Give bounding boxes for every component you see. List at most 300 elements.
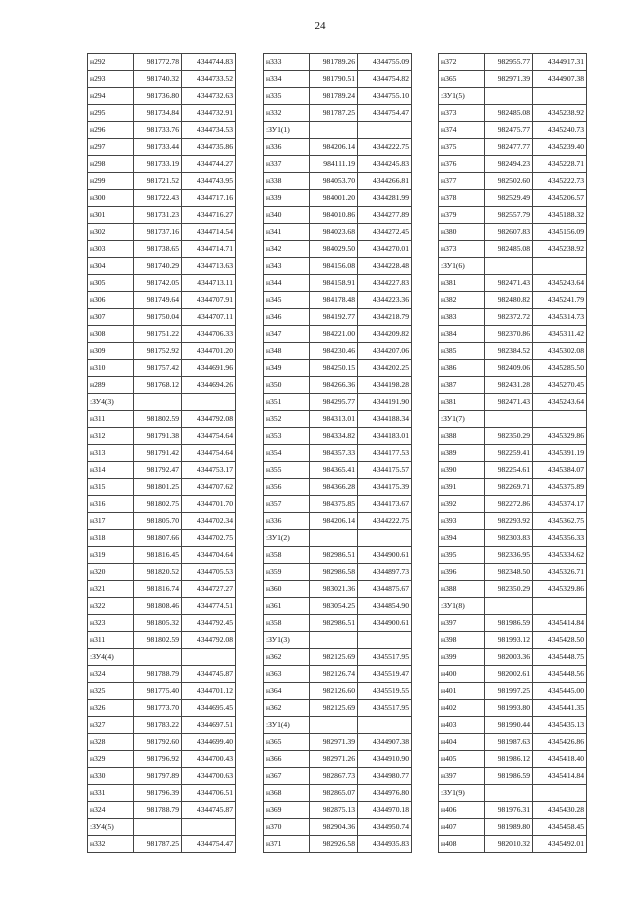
table-row <box>264 802 412 819</box>
point-id-cell: н354 <box>264 445 310 462</box>
table-row <box>88 343 236 360</box>
y-coordinate-cell: 4344900.61 <box>358 547 412 564</box>
y-coordinate-cell: 4345334.62 <box>533 547 587 564</box>
point-id-cell: н357 <box>264 496 310 513</box>
x-coordinate-cell: 982485.08 <box>485 105 533 122</box>
y-coordinate-cell: 4345414.84 <box>533 768 587 785</box>
x-coordinate-cell: 982348.50 <box>485 564 533 581</box>
x-coordinate-cell: 982875.13 <box>310 802 358 819</box>
table-row <box>439 751 587 768</box>
point-id-cell: н314 <box>88 462 134 479</box>
y-coordinate-cell: 4345517.95 <box>358 649 412 666</box>
y-coordinate-cell: 4344697.51 <box>182 717 236 734</box>
table-row <box>264 224 412 241</box>
y-coordinate-cell: 4344907.38 <box>358 734 412 751</box>
y-coordinate-cell: 4344774.51 <box>182 598 236 615</box>
y-coordinate-cell: 4344727.27 <box>182 581 236 598</box>
table-row <box>88 615 236 632</box>
y-coordinate-cell: 4345285.50 <box>533 360 587 377</box>
y-coordinate-cell: 4344706.51 <box>182 785 236 802</box>
point-id-cell: н337 <box>264 156 310 173</box>
x-coordinate-cell: 982010.32 <box>485 836 533 853</box>
table-row <box>88 768 236 785</box>
table-row <box>439 292 587 309</box>
point-id-cell: :ЗУ1(5) <box>439 88 485 105</box>
x-coordinate-cell: 982926.58 <box>310 836 358 853</box>
point-id-cell: н325 <box>88 683 134 700</box>
table-row <box>264 819 412 836</box>
point-id-cell: н373 <box>439 105 485 122</box>
point-id-cell: н397 <box>439 615 485 632</box>
table-row <box>264 700 412 717</box>
point-id-cell: н398 <box>439 632 485 649</box>
point-id-cell: н304 <box>88 258 134 275</box>
point-id-cell: н380 <box>439 224 485 241</box>
point-id-cell: н355 <box>264 462 310 479</box>
y-coordinate-cell: 4344980.77 <box>358 768 412 785</box>
y-coordinate-cell: 4344732.91 <box>182 105 236 122</box>
point-id-cell: н302 <box>88 224 134 241</box>
y-coordinate-cell: 4344183.01 <box>358 428 412 445</box>
x-coordinate-cell: 981816.74 <box>134 581 182 598</box>
table-row <box>439 581 587 598</box>
table-row <box>88 156 236 173</box>
y-coordinate-cell: 4345418.40 <box>533 751 587 768</box>
point-id-cell: н322 <box>88 598 134 615</box>
y-coordinate-cell: 4345326.71 <box>533 564 587 581</box>
point-id-cell: н408 <box>439 836 485 853</box>
y-coordinate-cell: 4344700.43 <box>182 751 236 768</box>
table-row <box>439 411 587 428</box>
point-id-cell: н366 <box>264 751 310 768</box>
point-id-cell: н292 <box>88 54 134 71</box>
y-coordinate-cell: 4344743.95 <box>182 173 236 190</box>
table-row <box>439 71 587 88</box>
coordinates-table-3 <box>438 53 587 853</box>
point-id-cell: н401 <box>439 683 485 700</box>
y-coordinate-cell: 4344854.90 <box>358 598 412 615</box>
x-coordinate-cell: 983054.25 <box>310 598 358 615</box>
x-coordinate-cell <box>485 598 533 615</box>
point-id-cell: н381 <box>439 275 485 292</box>
table-row <box>439 258 587 275</box>
table-row <box>264 258 412 275</box>
x-coordinate-cell: 984156.08 <box>310 258 358 275</box>
x-coordinate-cell: 981733.44 <box>134 139 182 156</box>
y-coordinate-cell: 4344175.39 <box>358 479 412 496</box>
table-row <box>88 564 236 581</box>
y-coordinate-cell: 4344207.06 <box>358 343 412 360</box>
y-coordinate-cell: 4345188.32 <box>533 207 587 224</box>
x-coordinate-cell <box>485 411 533 428</box>
table-row <box>88 105 236 122</box>
x-coordinate-cell: 981722.43 <box>134 190 182 207</box>
x-coordinate-cell <box>134 394 182 411</box>
y-coordinate-cell: 4345241.79 <box>533 292 587 309</box>
table-row <box>264 190 412 207</box>
y-coordinate-cell: 4344754.82 <box>358 71 412 88</box>
x-coordinate-cell: 982475.77 <box>485 122 533 139</box>
point-id-cell: н311 <box>88 632 134 649</box>
x-coordinate-cell: 982384.52 <box>485 343 533 360</box>
point-id-cell: н315 <box>88 479 134 496</box>
table-row <box>264 496 412 513</box>
x-coordinate-cell <box>310 717 358 734</box>
table-row <box>88 666 236 683</box>
y-coordinate-cell: 4344744.27 <box>182 156 236 173</box>
point-id-cell: н313 <box>88 445 134 462</box>
table-row <box>264 530 412 547</box>
y-coordinate-cell: 4344917.31 <box>533 54 587 71</box>
y-coordinate-cell: 4344755.10 <box>358 88 412 105</box>
x-coordinate-cell: 981986.59 <box>485 615 533 632</box>
y-coordinate-cell: 4345445.00 <box>533 683 587 700</box>
point-id-cell: н388 <box>439 581 485 598</box>
y-coordinate-cell: 4345441.35 <box>533 700 587 717</box>
y-coordinate-cell: 4344270.01 <box>358 241 412 258</box>
y-coordinate-cell: 4344754.64 <box>182 428 236 445</box>
point-id-cell: н391 <box>439 479 485 496</box>
point-id-cell: н318 <box>88 530 134 547</box>
point-id-cell: н381 <box>439 394 485 411</box>
x-coordinate-cell: 984295.77 <box>310 394 358 411</box>
table-row <box>264 411 412 428</box>
y-coordinate-cell: 4344713.63 <box>182 258 236 275</box>
x-coordinate-cell: 981792.47 <box>134 462 182 479</box>
x-coordinate-cell: 984357.33 <box>310 445 358 462</box>
point-id-cell: :ЗУ4(4) <box>88 649 134 666</box>
y-coordinate-cell: 4344717.16 <box>182 190 236 207</box>
table-row <box>88 258 236 275</box>
y-coordinate-cell: 4345206.57 <box>533 190 587 207</box>
point-id-cell: н362 <box>264 649 310 666</box>
table-row <box>264 71 412 88</box>
y-coordinate-cell: 4344191.90 <box>358 394 412 411</box>
y-coordinate-cell: 4344907.38 <box>533 71 587 88</box>
point-id-cell: н308 <box>88 326 134 343</box>
table-row <box>439 122 587 139</box>
table-row <box>264 564 412 581</box>
table-row <box>439 479 587 496</box>
x-coordinate-cell: 982477.77 <box>485 139 533 156</box>
table-row <box>88 445 236 462</box>
point-id-cell: н309 <box>88 343 134 360</box>
table-row <box>264 326 412 343</box>
y-coordinate-cell: 4345356.33 <box>533 530 587 547</box>
y-coordinate-cell: 4344266.81 <box>358 173 412 190</box>
x-coordinate-cell: 981990.44 <box>485 717 533 734</box>
y-coordinate-cell: 4344701.12 <box>182 683 236 700</box>
y-coordinate-cell: 4345519.55 <box>358 683 412 700</box>
y-coordinate-cell: 4344175.57 <box>358 462 412 479</box>
table-row <box>439 326 587 343</box>
y-coordinate-cell: 4344713.11 <box>182 275 236 292</box>
y-coordinate-cell: 4345270.45 <box>533 377 587 394</box>
table-row <box>88 173 236 190</box>
table-row <box>264 394 412 411</box>
x-coordinate-cell: 984010.86 <box>310 207 358 224</box>
table-row <box>88 683 236 700</box>
point-id-cell: :ЗУ1(6) <box>439 258 485 275</box>
table-row <box>264 615 412 632</box>
table-row <box>439 173 587 190</box>
point-id-cell: н360 <box>264 581 310 598</box>
x-coordinate-cell: 982372.72 <box>485 309 533 326</box>
table-row <box>264 173 412 190</box>
point-id-cell: н373 <box>439 241 485 258</box>
y-coordinate-cell: 4344198.28 <box>358 377 412 394</box>
y-coordinate-cell: 4345228.71 <box>533 156 587 173</box>
x-coordinate-cell: 981734.84 <box>134 105 182 122</box>
table-row <box>439 513 587 530</box>
x-coordinate-cell: 981788.79 <box>134 666 182 683</box>
table-row <box>264 122 412 139</box>
table-row <box>264 632 412 649</box>
x-coordinate-cell: 981797.89 <box>134 768 182 785</box>
y-coordinate-cell: 4345362.75 <box>533 513 587 530</box>
table-row <box>264 54 412 71</box>
point-id-cell: н384 <box>439 326 485 343</box>
point-id-cell: н327 <box>88 717 134 734</box>
x-coordinate-cell: 982126.74 <box>310 666 358 683</box>
x-coordinate-cell: 984029.50 <box>310 241 358 258</box>
table-row <box>264 275 412 292</box>
y-coordinate-cell: 4344754.47 <box>358 105 412 122</box>
x-coordinate-cell: 982350.29 <box>485 428 533 445</box>
table-row <box>88 785 236 802</box>
y-coordinate-cell: 4344228.48 <box>358 258 412 275</box>
y-coordinate-cell: 4344222.75 <box>358 139 412 156</box>
y-coordinate-cell: 4344209.82 <box>358 326 412 343</box>
table-row <box>439 275 587 292</box>
table-row <box>439 700 587 717</box>
table-row <box>264 513 412 530</box>
y-coordinate-cell: 4345329.86 <box>533 581 587 598</box>
x-coordinate-cell: 982494.23 <box>485 156 533 173</box>
y-coordinate-cell: 4345517.95 <box>358 700 412 717</box>
x-coordinate-cell: 984158.91 <box>310 275 358 292</box>
coordinates-table-2 <box>263 53 412 853</box>
table-row <box>88 139 236 156</box>
y-coordinate-cell: 4344702.75 <box>182 530 236 547</box>
x-coordinate-cell: 981757.42 <box>134 360 182 377</box>
y-coordinate-cell: 4345428.50 <box>533 632 587 649</box>
point-id-cell: н340 <box>264 207 310 224</box>
x-coordinate-cell: 981807.66 <box>134 530 182 547</box>
point-id-cell: н395 <box>439 547 485 564</box>
y-coordinate-cell <box>182 649 236 666</box>
y-coordinate-cell: 4344745.87 <box>182 666 236 683</box>
x-coordinate-cell: 982259.41 <box>485 445 533 462</box>
table-row <box>88 394 236 411</box>
x-coordinate-cell: 982002.61 <box>485 666 533 683</box>
x-coordinate-cell: 984366.28 <box>310 479 358 496</box>
x-coordinate-cell: 982502.60 <box>485 173 533 190</box>
table-row <box>439 224 587 241</box>
x-coordinate-cell: 982986.51 <box>310 547 358 564</box>
y-coordinate-cell: 4345391.19 <box>533 445 587 462</box>
table-row <box>264 649 412 666</box>
table-row <box>88 360 236 377</box>
point-id-cell: н351 <box>264 394 310 411</box>
x-coordinate-cell: 981989.80 <box>485 819 533 836</box>
point-id-cell: н356 <box>264 479 310 496</box>
point-id-cell: н333 <box>264 54 310 71</box>
table-row <box>88 207 236 224</box>
x-coordinate-cell: 981731.23 <box>134 207 182 224</box>
x-coordinate-cell: 982971.39 <box>485 71 533 88</box>
y-coordinate-cell: 4344695.45 <box>182 700 236 717</box>
point-id-cell: н299 <box>88 173 134 190</box>
table-row <box>439 802 587 819</box>
table-row <box>439 632 587 649</box>
x-coordinate-cell: 981976.31 <box>485 802 533 819</box>
point-id-cell: н393 <box>439 513 485 530</box>
table-row <box>439 768 587 785</box>
x-coordinate-cell: 981805.70 <box>134 513 182 530</box>
x-coordinate-cell: 981772.78 <box>134 54 182 71</box>
page-number: 24 <box>314 20 326 32</box>
y-coordinate-cell <box>358 530 412 547</box>
table-row <box>439 207 587 224</box>
y-coordinate-cell: 4345435.13 <box>533 717 587 734</box>
y-coordinate-cell: 4344281.99 <box>358 190 412 207</box>
table-row <box>439 615 587 632</box>
point-id-cell: н339 <box>264 190 310 207</box>
point-id-cell: н347 <box>264 326 310 343</box>
x-coordinate-cell <box>485 88 533 105</box>
table-row <box>88 309 236 326</box>
table-row <box>439 54 587 71</box>
point-id-cell: н321 <box>88 581 134 598</box>
x-coordinate-cell: 981787.25 <box>134 836 182 853</box>
x-coordinate-cell: 984023.68 <box>310 224 358 241</box>
point-id-cell: н338 <box>264 173 310 190</box>
y-coordinate-cell: 4344792.08 <box>182 411 236 428</box>
point-id-cell: н294 <box>88 88 134 105</box>
x-coordinate-cell: 982125.69 <box>310 649 358 666</box>
x-coordinate-cell: 982370.86 <box>485 326 533 343</box>
x-coordinate-cell <box>134 649 182 666</box>
y-coordinate-cell: 4344707.91 <box>182 292 236 309</box>
point-id-cell: н367 <box>264 768 310 785</box>
point-id-cell: н300 <box>88 190 134 207</box>
x-coordinate-cell: 981736.80 <box>134 88 182 105</box>
table-row <box>88 700 236 717</box>
y-coordinate-cell: 4344900.61 <box>358 615 412 632</box>
point-id-cell: н316 <box>88 496 134 513</box>
table-row <box>439 241 587 258</box>
point-id-cell: н349 <box>264 360 310 377</box>
x-coordinate-cell: 982865.07 <box>310 785 358 802</box>
x-coordinate-cell: 982336.95 <box>485 547 533 564</box>
y-coordinate-cell: 4344202.25 <box>358 360 412 377</box>
y-coordinate-cell <box>182 394 236 411</box>
x-coordinate-cell: 981820.52 <box>134 564 182 581</box>
point-id-cell: н296 <box>88 122 134 139</box>
point-id-cell: н305 <box>88 275 134 292</box>
x-coordinate-cell: 981802.75 <box>134 496 182 513</box>
y-coordinate-cell: 4344732.63 <box>182 88 236 105</box>
table-row <box>88 326 236 343</box>
x-coordinate-cell: 981789.24 <box>310 88 358 105</box>
table-row <box>88 479 236 496</box>
table-row <box>88 819 236 836</box>
table-row <box>439 139 587 156</box>
point-id-cell: н289 <box>88 377 134 394</box>
table-row <box>264 139 412 156</box>
table-row <box>264 581 412 598</box>
x-coordinate-cell: 982529.49 <box>485 190 533 207</box>
x-coordinate-cell: 982125.69 <box>310 700 358 717</box>
table-row <box>439 547 587 564</box>
y-coordinate-cell: 4345302.08 <box>533 343 587 360</box>
table-row <box>439 360 587 377</box>
point-id-cell: н350 <box>264 377 310 394</box>
x-coordinate-cell: 981733.19 <box>134 156 182 173</box>
table-row <box>88 224 236 241</box>
x-coordinate-cell: 981733.76 <box>134 122 182 139</box>
table-row <box>264 785 412 802</box>
point-id-cell: н307 <box>88 309 134 326</box>
table-row <box>439 156 587 173</box>
point-id-cell: н334 <box>264 71 310 88</box>
table-row <box>88 836 236 853</box>
table-row <box>264 156 412 173</box>
y-coordinate-cell: 4344173.67 <box>358 496 412 513</box>
x-coordinate-cell: 981792.60 <box>134 734 182 751</box>
point-id-cell: н375 <box>439 139 485 156</box>
x-coordinate-cell <box>485 785 533 802</box>
table-row <box>264 292 412 309</box>
x-coordinate-cell: 982955.77 <box>485 54 533 71</box>
table-row <box>439 734 587 751</box>
point-id-cell: н317 <box>88 513 134 530</box>
x-coordinate-cell: 981805.32 <box>134 615 182 632</box>
point-id-cell: н403 <box>439 717 485 734</box>
point-id-cell: н361 <box>264 598 310 615</box>
y-coordinate-cell: 4344976.80 <box>358 785 412 802</box>
y-coordinate-cell: 4344707.11 <box>182 309 236 326</box>
point-id-cell: н388 <box>439 428 485 445</box>
y-coordinate-cell: 4344701.70 <box>182 496 236 513</box>
y-coordinate-cell: 4345156.09 <box>533 224 587 241</box>
table-row <box>264 683 412 700</box>
y-coordinate-cell <box>533 598 587 615</box>
y-coordinate-cell <box>358 122 412 139</box>
x-coordinate-cell: 984313.01 <box>310 411 358 428</box>
x-coordinate-cell: 982557.79 <box>485 207 533 224</box>
y-coordinate-cell: 4345448.75 <box>533 649 587 666</box>
x-coordinate-cell: 981737.16 <box>134 224 182 241</box>
y-coordinate-cell: 4344700.63 <box>182 768 236 785</box>
table-row <box>88 88 236 105</box>
point-id-cell: н301 <box>88 207 134 224</box>
point-id-cell: н364 <box>264 683 310 700</box>
x-coordinate-cell: 981752.92 <box>134 343 182 360</box>
x-coordinate-cell: 984206.14 <box>310 513 358 530</box>
point-id-cell: н329 <box>88 751 134 768</box>
table-row <box>264 717 412 734</box>
point-id-cell: н345 <box>264 292 310 309</box>
table-row <box>88 530 236 547</box>
point-id-cell: н297 <box>88 139 134 156</box>
table-row <box>439 88 587 105</box>
point-id-cell: н404 <box>439 734 485 751</box>
x-coordinate-cell: 981791.38 <box>134 428 182 445</box>
x-coordinate-cell: 982485.08 <box>485 241 533 258</box>
x-coordinate-cell: 981750.04 <box>134 309 182 326</box>
